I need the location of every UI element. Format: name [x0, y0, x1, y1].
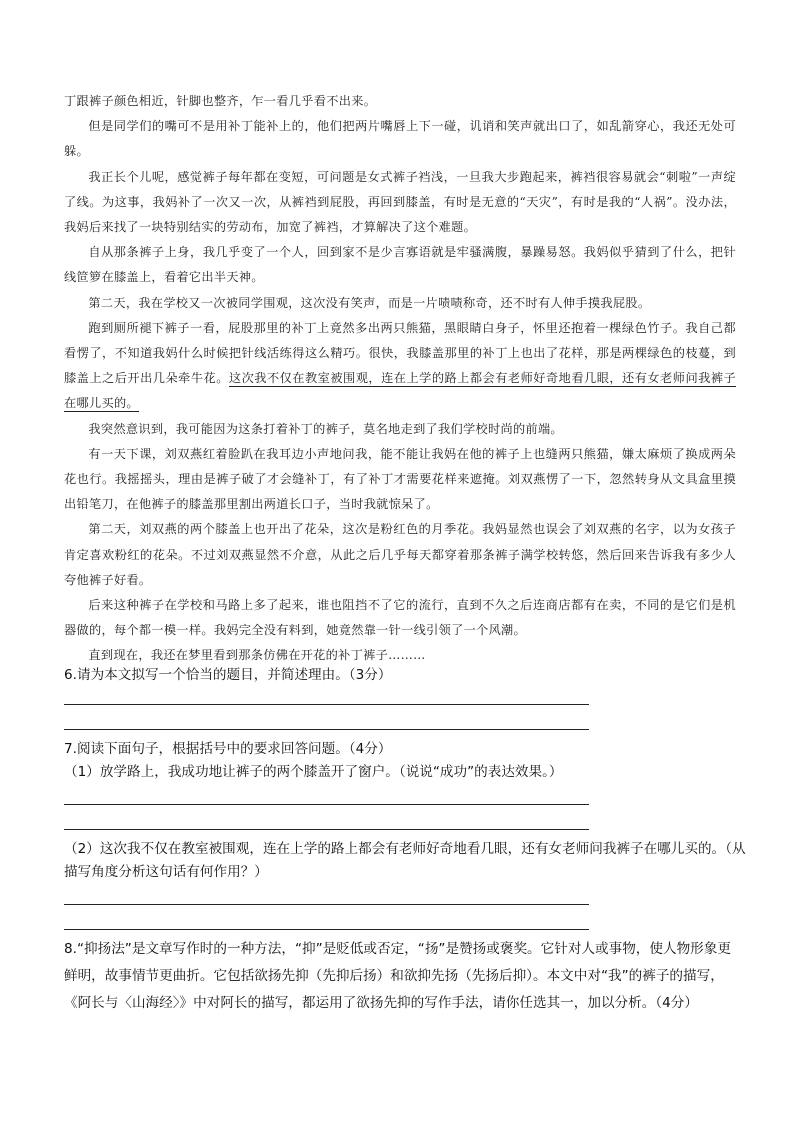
story-text-run: 跑到厕所褪下裤子一看，屁股那里的补丁上竟然多出两只熊猫，黑眼睛白身子，怀里还抱着一棵绿色竹子。我自己都看愣了，不知道我妈什么时候把针线活练得这么精巧。很快，我膝盖那里的补丁上也出了花样，那是两棵绿色的枝蔓，到膝盖上之后开出几朵牵牛花。	[64, 320, 736, 386]
question-8	[64, 936, 744, 1017]
question-6-text: 6.请为本文拟写一个恰当的题目，并简述理由。（3分）	[64, 667, 392, 683]
question-7	[64, 738, 563, 784]
story-paragraph: 丁跟裤子颜色相近，针脚也整齐，乍一看几乎看不出来。	[64, 94, 377, 108]
answer-line[interactable]	[64, 729, 589, 730]
answer-line[interactable]	[64, 929, 589, 930]
story-paragraph: 后来这种裤子在学校和马路上多了起来，谁也阻挡不了它的流行，直到不久之后连商店都有在卖，不同的是它们是机器做的，每个都一模一样。我妈完全没有料到，她竟然靠一针一线引领了一个风潮。	[64, 598, 736, 638]
story-paragraph: 我突然意识到，我可能因为这条打着补丁的裤子，莫名地走到了我们学校时尚的前端。	[88, 421, 563, 436]
question-6	[64, 664, 391, 687]
story-paragraph: 我正长个儿呢，感觉裤子每年都在变短，可问题是女式裤子裆浅，一旦我大步跑起来，裤裆很容易就会“刺啦”一声绽了线。为这事，我妈补了一次又一次，从裤裆到屁股，再回到膝盖，有时是无意的“天灾”，有时是我的“人祸”。没办法，我妈后来找了一块特别结实的劳动布，加宽了裤裆，才算解决了这个难题。	[64, 169, 736, 235]
story-paragraph: 第二天，刘双燕的两个膝盖上也开出了花朵，这次是粉红色的月季花。我妈显然也误会了刘双燕的名字，以为女孩子肯定喜欢粉红的花朵。不过刘双燕显然不介意，从此之后几乎每天都穿着那条裤子满学校转悠，然后回来告诉我有多少人夸他裤子好看。	[64, 522, 736, 587]
answer-line[interactable]	[64, 829, 589, 830]
answer-line[interactable]	[64, 804, 589, 805]
story-paragraph: 但是同学们的嘴可不是用补丁能补上的，他们把两片嘴唇上下一碰，讥诮和笑声就出口了，如乱箭穿心，我还无处可躲。	[64, 119, 736, 159]
answer-line[interactable]	[64, 704, 589, 705]
question-7-1-text: （1）放学路上，我成功地让裤子的两个膝盖开了窗户。（说说“成功”的表达效果。）	[64, 764, 563, 780]
story-paragraph: 第二天，我在学校又一次被同学围观，这次没有笑声，而是一片啧啧称奇，还不时有人伸手摸我屁股。	[88, 295, 651, 310]
story-paragraph: 自从那条裤子上身，我几乎变了一个人，回到家不是少言寡语就是牢骚满腹，暴躁易怒。我妈似乎猜到了什么，把针线笸箩在膝盖上，看着它出半天神。	[64, 245, 736, 285]
question-8-text: 8.“抑扬法”是文章写作时的一种方法，“抑”是贬低或否定，“扬”是赞扬或褒奖。它针对人或事物，使人物形象更鲜明，故事情节更曲折。它包括欲扬先抑（先抑后扬）和欲抑先扬（先扬后抑）。本文中对“我”的裤子的描写，《阿长与〈山海经〉》中对阿长的描写，都运用了欲扬先抑的写作手法，请你任选其一，加以分析。（4分）	[64, 941, 731, 1011]
story-paragraph	[64, 316, 736, 417]
story-paragraph: 直到现在，我还在梦里看到那条仿佛在开花的补丁裤子………	[88, 648, 426, 663]
question-7-2-text: （2）这次我不仅在教室被围观，连在上学的路上都会有老师好奇地看几眼，还有女老师问我裤子在哪儿买的。（从描写角度分析这句话有何作用？）	[64, 841, 746, 880]
question-7-text: 7.阅读下面句子，根据括号中的要求回答问题。（4分）	[64, 741, 392, 757]
question-7-2	[64, 838, 754, 884]
story-text	[64, 89, 736, 669]
underlined-sentence: 这次我不仅在教室被围观，连在上学的路上都会有老师好奇地看几眼，还有女老师问我裤子在哪儿买的。	[64, 371, 737, 411]
answer-line[interactable]	[64, 904, 589, 905]
story-paragraph: 有一天下课，刘双燕红着脸趴在我耳边小声地问我，能不能让我妈在他的裤子上也缝两只熊猫，嫌太麻烦了换成两朵花也行。我摇摇头，理由是裤子破了才会缝补丁，有了补丁才需要花样来遮掩。刘双燕愣了一下，忽然转身从文具盒里摸出铅笔刀，在他裤子的膝盖那里割出两道长口子，当时我就惊呆了。	[64, 446, 736, 512]
